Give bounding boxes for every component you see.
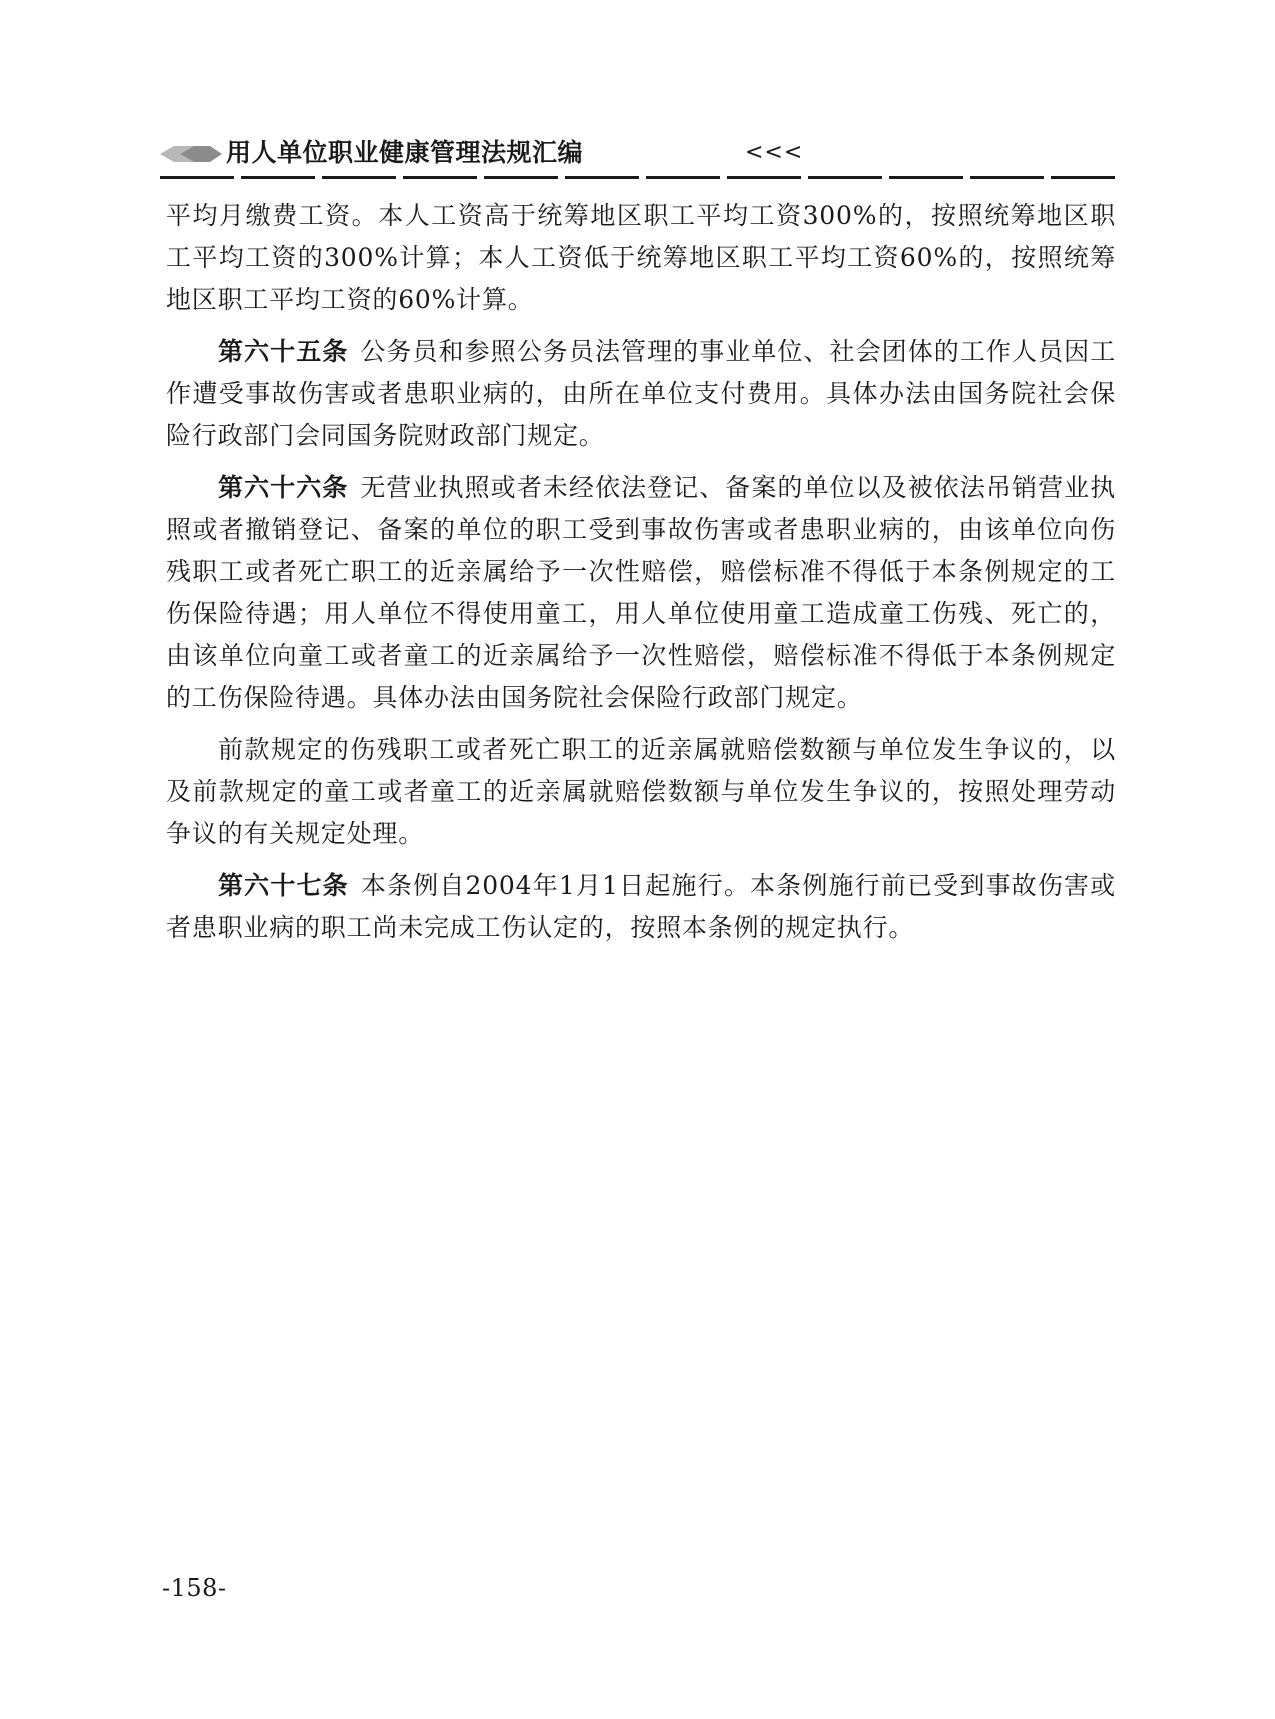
article-65 [166, 331, 1116, 457]
chevrons-decoration: <<< [745, 140, 804, 165]
article-66 [166, 467, 1116, 719]
dashed-header-rule [160, 176, 1115, 179]
book-title: 用人单位职业健康管理法规汇编 [226, 138, 584, 167]
paragraph-text: 前款规定的伤残职工或者死亡职工的近亲属就赔偿数额与单位发生争议的，以及前款规定的童工或者童工的近亲属就赔偿数额与单位发生争议的，按照处理劳动争议的有关规定处理。 [166, 735, 1116, 848]
article-label: 第六十七条 [218, 871, 349, 900]
paragraph-text: 公务员和参照公务员法管理的事业单位、社会团体的工作人员因工作遭受事故伤害或者患职业病的，由所在单位支付费用。具体办法由国务院社会保险行政部门会同国务院财政部门规定。 [166, 337, 1116, 450]
article-body [166, 195, 1116, 959]
page-number: -158- [162, 1574, 227, 1602]
paragraph-text: 无营业执照或者未经依法登记、备案的单位以及被依法吊销营业执照或者撤销登记、备案的单位的职工受到事故伤害或者患职业病的，由该单位向伤残职工或者死亡职工的近亲属给予一次性赔偿，赔偿标准不得低于本条例规定的工伤保险待遇；用人单位不得使用童工，用人单位使用童工造成童工伤残、死亡的，由该单位向童工或者童工的近亲属给予一次性赔偿，赔偿标准不得低于本条例规定的工伤保险待遇。具体办法由国务院社会保险行政部门规定。 [166, 473, 1116, 712]
paragraph-text: 本条例自2004年1月1日起施行。本条例施行前已受到事故伤害或者患职业病的职工尚未完成工伤认定的，按照本条例的规定执行。 [166, 871, 1116, 942]
paragraph-4 [166, 729, 1116, 855]
article-67 [166, 865, 1116, 949]
double-arrow-icon [160, 144, 222, 164]
article-label: 第六十五条 [218, 337, 349, 366]
paragraph-text: 平均月缴费工资。本人工资高于统筹地区职工平均工资300%的，按照统筹地区职工平均工资的300%计算；本人工资低于统筹地区职工平均工资60%的，按照统筹地区职工平均工资的60%计算。 [166, 201, 1116, 314]
article-label: 第六十六条 [218, 473, 349, 502]
paragraph-1 [166, 195, 1116, 321]
running-header [160, 136, 1115, 180]
